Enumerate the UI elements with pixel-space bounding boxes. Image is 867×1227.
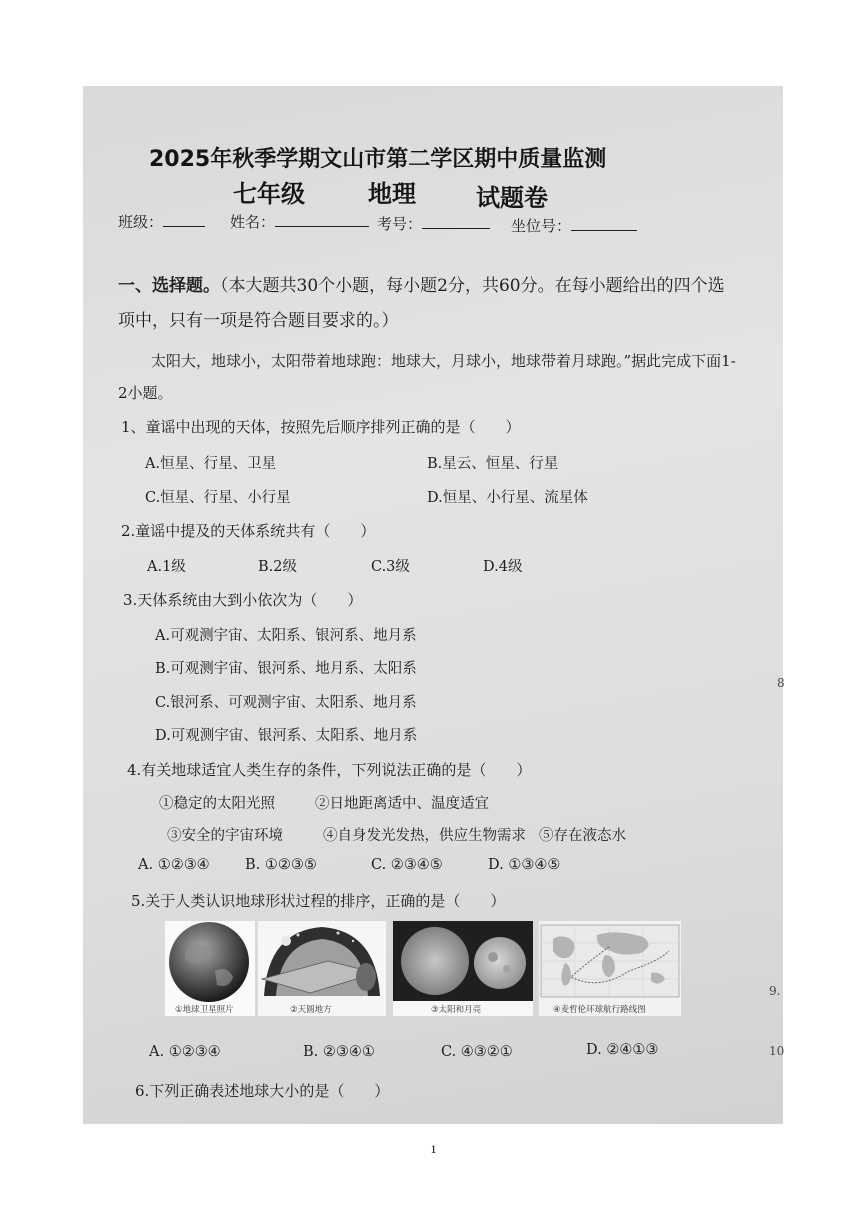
caption-1: ①地球卫星照片 <box>175 1005 234 1015</box>
q4-item-3: ③安全的宇宙环境 <box>167 828 283 844</box>
q1-option-a: A.恒星、行星、卫星 <box>145 456 277 472</box>
name-field <box>230 211 369 232</box>
edge-mark-2: 9. <box>769 984 781 998</box>
edge-mark-1: 8 <box>777 676 785 690</box>
q2-option-d: D.4级 <box>483 559 523 575</box>
paper-label: 试题卷 <box>476 184 548 212</box>
q5-option-b: B. ②③④① <box>303 1044 375 1060</box>
caption-4: ④麦哲伦环球航行路线图 <box>553 1005 646 1015</box>
scanned-page <box>83 86 783 1124</box>
grade-label: 七年级 <box>233 180 305 208</box>
q2-option-a: A.1级 <box>147 559 186 575</box>
question-3-stem: 3.天体系统由大到小依次为（ ） <box>123 591 363 609</box>
exam-title: 2025年秋季学期文山市第二学区期中质量监测 <box>149 147 607 172</box>
passage-line-1: 太阳大，地球小，太阳带着地球跑：地球大，月球小，地球带着月球跑。”据此完成下面1- <box>151 352 736 370</box>
q4-option-b: B. ①②③⑤ <box>245 857 317 873</box>
q5-option-c: C. ④③②① <box>441 1044 513 1060</box>
world-route-map <box>539 921 681 1001</box>
id-label: 考号： <box>377 215 423 233</box>
question-6-stem: 6.下列正确表述地球大小的是（ ） <box>135 1082 390 1100</box>
q3-option-b: B.可观测宇宙、银河系、地月系、太阳系 <box>155 661 417 677</box>
q4-option-c: C. ②③④⑤ <box>371 857 443 873</box>
id-field <box>377 213 490 234</box>
figure-earth-satellite <box>165 921 255 1016</box>
class-label: 班级： <box>118 213 164 231</box>
caption-2: ②天圆地方 <box>290 1005 332 1015</box>
name-blank <box>275 226 369 227</box>
section-note-2: 项中，只有一项是符合题目要求的。） <box>118 311 399 331</box>
name-label: 姓名： <box>230 213 276 231</box>
class-field <box>118 211 205 232</box>
figure-sun-moon <box>393 921 533 1016</box>
q3-option-d: D.可观测宇宙、银河系、太阳系、地月系 <box>155 728 418 744</box>
earth-globe-image <box>165 921 255 1001</box>
q4-item-1: ①稳定的太阳光照 <box>159 796 275 812</box>
q4-item-5: ⑤存在液态水 <box>539 828 626 844</box>
question-1-stem: 1、童谣中出现的天体，按照先后顺序排列正确的是（ ） <box>121 418 521 436</box>
seat-label: 坐位号： <box>511 217 572 235</box>
dome-illustration <box>258 921 386 1001</box>
caption-3: ③太阳和月亮 <box>431 1005 482 1015</box>
q2-option-b: B.2级 <box>258 559 297 575</box>
q4-option-d: D. ①③④⑤ <box>488 857 561 873</box>
class-blank <box>163 226 205 227</box>
q1-option-b: B.星云、恒星、行星 <box>427 456 559 472</box>
seat-blank <box>571 230 637 231</box>
edge-mark-3: 10 <box>769 1044 785 1058</box>
question-4-stem: 4.有关地球适宜人类生存的条件，下列说法正确的是（ ） <box>127 761 532 779</box>
id-blank <box>422 228 490 229</box>
question-5-stem: 5.关于人类认识地球形状过程的排序，正确的是（ ） <box>131 892 506 910</box>
page-number: 1 <box>430 1142 437 1156</box>
q3-option-c: C.银河系、可观测宇宙、太阳系、地月系 <box>155 695 417 711</box>
q1-option-d: D.恒星、小行星、流星体 <box>427 490 588 506</box>
seat-field <box>511 215 637 236</box>
passage-line-2: 2小题。 <box>118 384 173 402</box>
q5-option-a: A. ①②③④ <box>149 1044 221 1060</box>
q3-option-a: A.可观测宇宙、太阳系、银河系、地月系 <box>155 628 417 644</box>
figure-sky-round-earth-square <box>258 921 386 1016</box>
section-heading <box>118 271 725 296</box>
section-note-1: （本大题共30个小题，每小题2分，共60分。在每小题给出的四个选 <box>220 276 725 296</box>
q5-option-d: D. ②④①③ <box>586 1042 659 1058</box>
q4-option-a: A. ①②③④ <box>138 857 210 873</box>
sun-moon-image <box>393 921 533 1001</box>
figure-magellan-route <box>539 921 681 1016</box>
subject-label: 地理 <box>368 180 416 208</box>
q2-option-c: C.3级 <box>371 559 410 575</box>
question-2-stem: 2.童谣中提及的天体系统共有（ ） <box>121 522 376 540</box>
q4-item-4: ④自身发光发热，供应生物需求 <box>323 828 526 844</box>
q4-item-2: ②日地距离适中、温度适宜 <box>315 796 489 812</box>
q1-option-c: C.恒星、行星、小行星 <box>145 490 291 506</box>
section-title: 一、选择题。 <box>118 276 220 296</box>
